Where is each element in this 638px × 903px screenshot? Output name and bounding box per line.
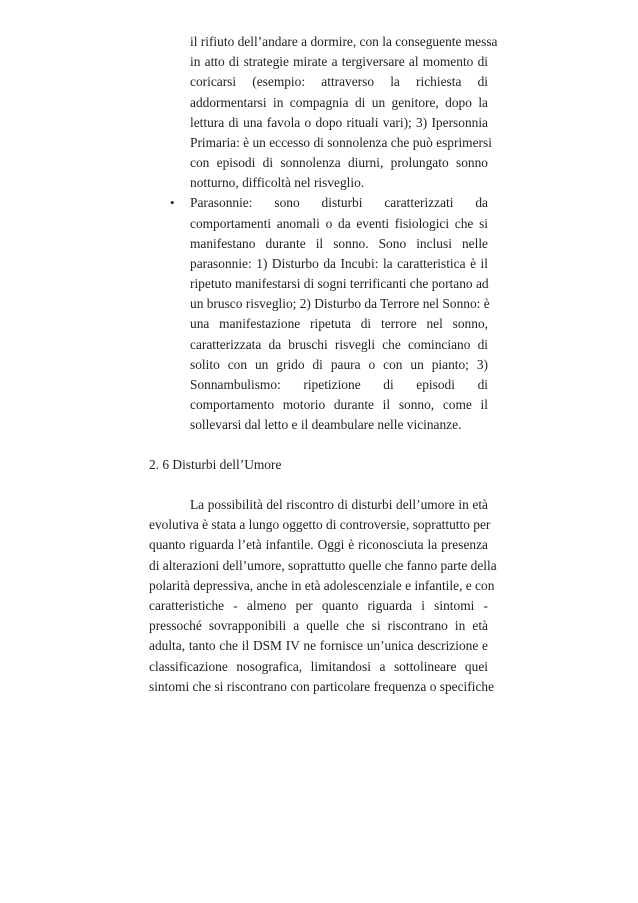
text-line: Parasonnie: sono disturbi caratterizzati da [190, 195, 488, 210]
text-line: parasonnie: 1) Disturbo da Incubi: la caratteristica è il [190, 256, 488, 271]
text-line: Primaria: è un eccesso di sonnolenza che può esprimersi [190, 135, 492, 150]
text-line: quanto riguarda l’età infantile. Oggi è riconosciuta la presenza [149, 537, 488, 552]
text-line: un brusco risveglio; 2) Disturbo da Terrore nel Sonno: è [190, 296, 490, 311]
text-line: evolutiva è stata a lungo oggetto di controversie, soprattutto per [149, 517, 491, 532]
text-line: polarità depressiva, anche in età adolescenziale e infantile, e con [149, 578, 495, 593]
text-line: coricarsi (esempio: attraverso la richiesta di [190, 74, 488, 89]
text-line: comportamento motorio durante il sonno, come il [190, 397, 488, 412]
text-line: comportamenti anomali o da eventi fisiologici che si [190, 216, 488, 231]
text-line: Sonnambulismo: ripetizione di episodi di [190, 377, 488, 392]
text-line: classificazione nosografica, limitandosi a sottolineare quei [149, 659, 488, 674]
text-line: lettura di una favola o dopo rituali vari); 3) Ipersonnia [190, 115, 488, 130]
text-line: ripetuto manifestarsi di sogni terrificanti che portano ad [190, 276, 489, 291]
text-line: il rifiuto dell’andare a dormire, con la conseguente messa [190, 34, 498, 49]
text-line: con episodi di sonnolenza diurni, prolungato sonno [190, 155, 488, 170]
text-line: addormentarsi in compagnia di un genitore, dopo la [190, 95, 488, 110]
text-line: sollevarsi dal letto e il deambulare nelle vicinanze. [190, 417, 462, 432]
text-line: caratteristiche - almeno per quanto riguarda i sintomi - [149, 598, 488, 613]
text-line: notturno, difficoltà nel risveglio. [190, 175, 365, 190]
text-line: caratterizzata da bruschi risvegli che cominciano di [190, 337, 488, 352]
section-heading: 2. 6 Disturbi dell’Umore [149, 457, 282, 472]
text-line: adulta, tanto che il DSM IV ne fornisce un’unica descrizione e [149, 638, 488, 653]
text-line: pressoché sovrapponibili a quelle che si riscontrano in età [149, 618, 488, 633]
bullet-marker: • [170, 195, 175, 210]
text-line: di alterazioni dell’umore, soprattutto quelle che fanno parte della [149, 558, 497, 573]
text-line: sintomi che si riscontrano con particolare frequenza o specifiche [149, 679, 495, 694]
text-line: solito con un grido di paura o con un pianto; 3) [190, 357, 488, 372]
text-line: manifestano durante il sonno. Sono inclusi nelle [190, 236, 488, 251]
text-line: una manifestazione ripetuta di terrore nel sonno, [190, 316, 488, 331]
text-line: in atto di strategie mirate a tergiversare al momento di [190, 54, 488, 69]
text-line: La possibilità del riscontro di disturbi dell’umore in età [190, 497, 488, 512]
